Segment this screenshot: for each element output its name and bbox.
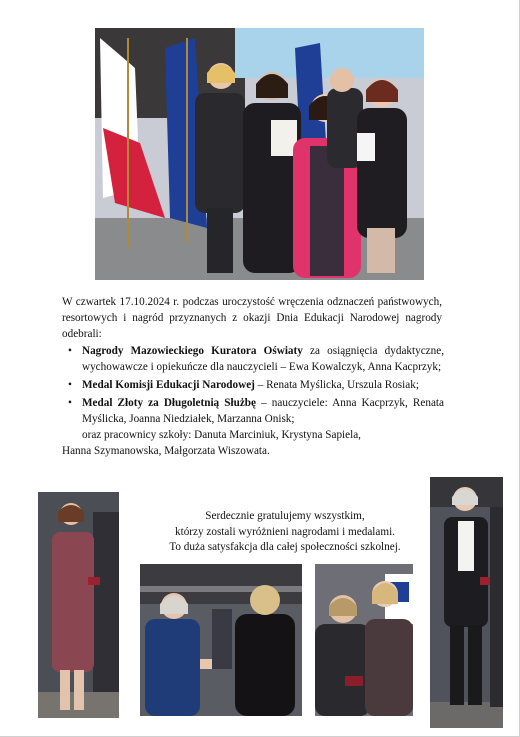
ceremony-photo-1-illustration: [140, 564, 302, 716]
ceremony-photo-2: [315, 564, 413, 716]
award-text: – Renata Myślicka, Urszula Rosiak;: [254, 379, 419, 391]
awards-list: [62, 343, 444, 461]
bullet: •: [68, 379, 72, 391]
award-title: Nagrody Mazowieckiego Kuratora Oświaty: [82, 345, 303, 357]
bullet: •: [68, 397, 72, 409]
award-extra-line: oraz pracownicy szkoły: Danuta Marciniuk, Krystyna Sapiela,: [82, 429, 361, 441]
congrats-line: To duża satysfakcja dla całej społeczności szkolnej.: [169, 541, 401, 553]
ceremony-photo-1: [140, 564, 302, 716]
award-title: Medal Komisji Edukacji Narodowej: [82, 379, 255, 391]
portrait-left-illustration: [38, 492, 119, 718]
award-title: Medal Złoty za Długoletnią Służbę: [82, 397, 256, 409]
award-item: [62, 395, 444, 459]
group-photo-illustration: [95, 28, 424, 280]
award-item: [62, 343, 444, 375]
portrait-photo-left: [38, 492, 119, 718]
congrats-line: Serdecznie gratulujemy wszystkim,: [205, 510, 365, 522]
award-text: za osiągnięcia dydaktyczne, wychowawcze i opiekuńcze dla nauczycieli – Ewa Kowalczyk, Anna Kacprzyk;: [82, 345, 444, 373]
ceremony-photo-2-illustration: [315, 564, 413, 716]
portrait-photo-right: [430, 477, 503, 728]
congrats-line: którzy zostali wyróżnieni nagrodami i medalami.: [175, 525, 395, 538]
award-text: – nauczyciele: Anna Kacprzyk, Renata Myślicka, Joanna Niedziałek, Marzanna Onisk;: [82, 397, 444, 425]
portrait-right-illustration: [430, 477, 503, 728]
award-item: [62, 377, 444, 393]
intro-paragraph: W czwartek 17.10.2024 r. podczas uroczystość wręczenia odznaczeń państwowych, resortowych i nagród przyznanych z okazji Dnia Edukacji Narodowej nagrody odebrali:: [62, 296, 442, 340]
bullet: •: [68, 345, 72, 357]
group-photo: [95, 28, 424, 280]
award-extra-line: Hanna Szymanowska, Małgorzata Wiszowata.: [62, 445, 270, 457]
congratulations-text: [142, 509, 428, 556]
